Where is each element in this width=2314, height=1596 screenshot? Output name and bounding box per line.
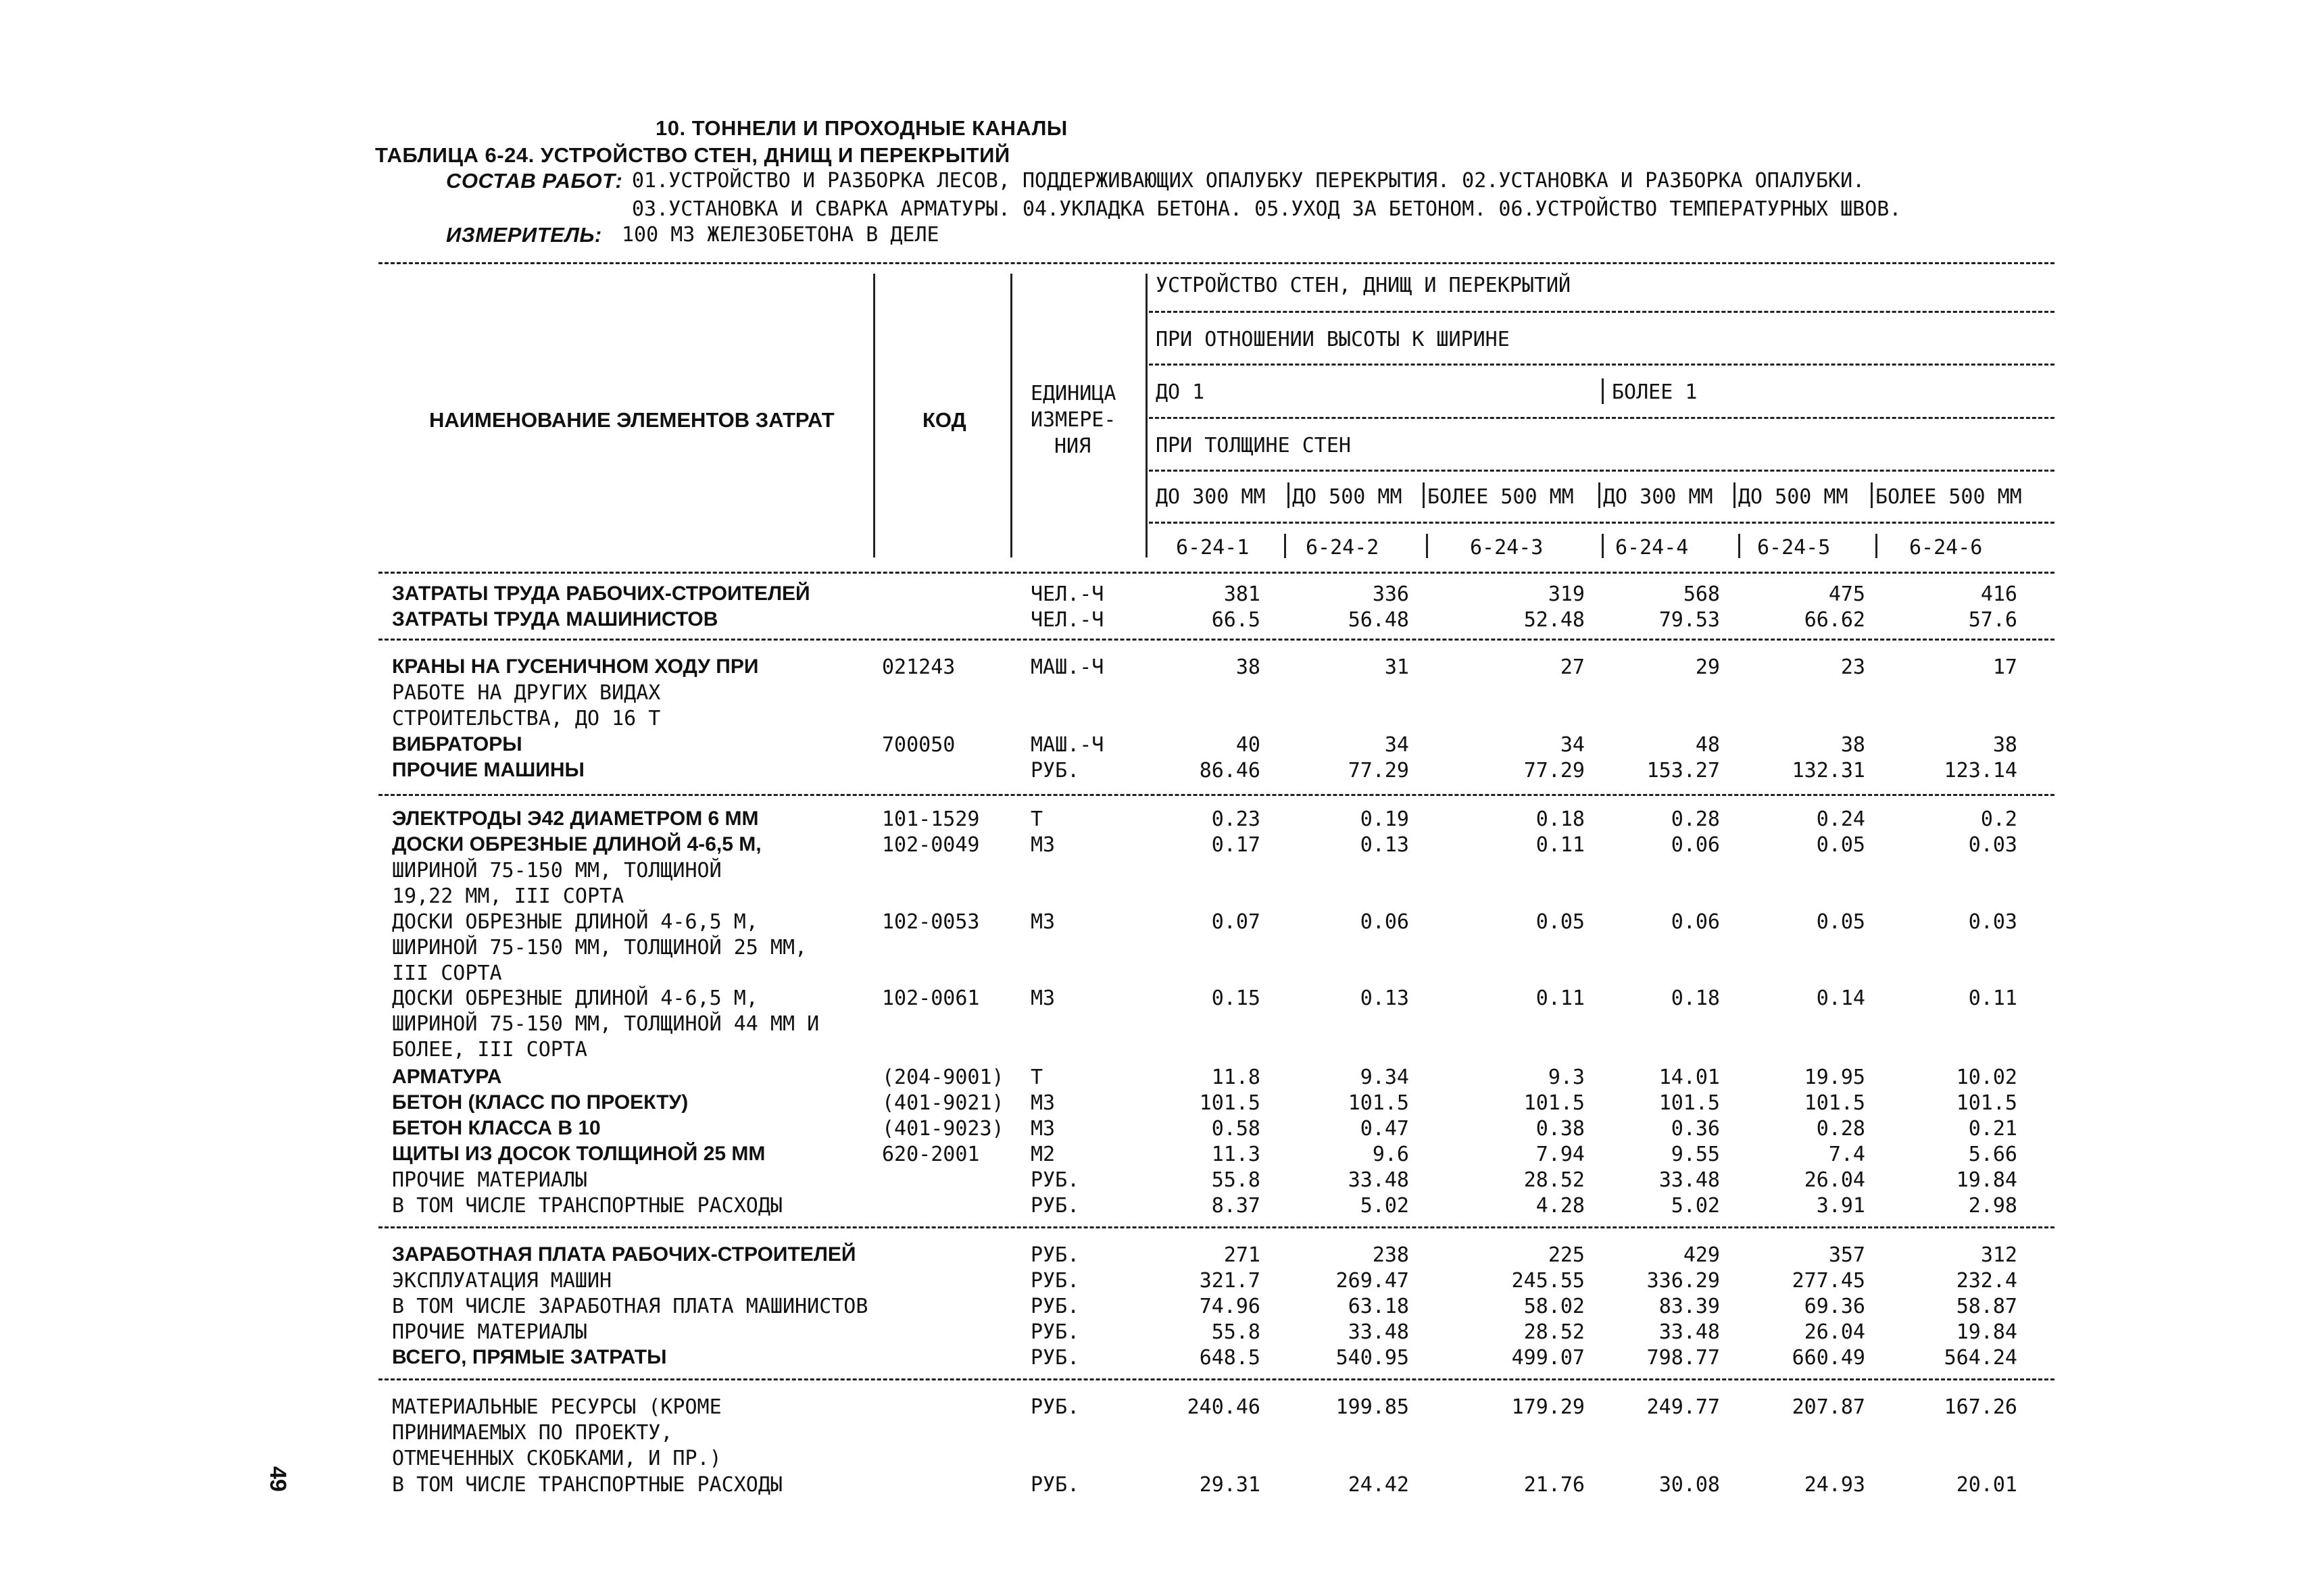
header-vbar-4 xyxy=(1602,378,1604,404)
row-name: ПРОЧИЕ МАШИНЫ xyxy=(392,759,585,781)
row-value: 0.36 xyxy=(1671,1117,1720,1141)
row-code: 101-1529 xyxy=(882,807,980,831)
row-value: 0.24 xyxy=(1816,807,1865,831)
sub-header-1: ДО 300 ММ xyxy=(1156,485,1266,509)
row-value: 19.95 xyxy=(1804,1066,1865,1089)
row-value: 0.17 xyxy=(1211,833,1260,857)
row-value: 0.58 xyxy=(1211,1117,1260,1141)
row-value: 63.18 xyxy=(1348,1295,1409,1318)
row-name: ЗАРАБОТНАЯ ПЛАТА РАБОЧИХ-СТРОИТЕЛЕЙ xyxy=(392,1243,856,1266)
row-unit: РУБ. xyxy=(1031,1295,1080,1318)
row-value: 0.47 xyxy=(1360,1117,1409,1141)
row-name: ДОСКИ ОБРЕЗНЫЕ ДЛИНОЙ 4-6,5 М, xyxy=(392,910,758,934)
row-value: 0.19 xyxy=(1360,807,1409,831)
more1-header: БОЛЕЕ 1 xyxy=(1612,380,1698,404)
row-name: 19,22 ММ, III СОРТА xyxy=(392,884,624,908)
row-name: СТРОИТЕЛЬСТВА, ДО 16 Т xyxy=(392,707,661,730)
row-value: 564.24 xyxy=(1944,1346,2017,1370)
row-name: ШИРИНОЙ 75-150 ММ, ТОЛЩИНОЙ 25 ММ, xyxy=(392,936,808,959)
row-code: (401-9023) xyxy=(882,1117,1004,1141)
row-unit: РУБ. xyxy=(1031,759,1080,782)
row-value: 123.14 xyxy=(1944,759,2017,782)
row-value: 66.62 xyxy=(1804,608,1865,632)
row-unit: М3 xyxy=(1031,987,1056,1010)
sub-vbar-3 xyxy=(1598,482,1600,508)
row-unit: РУБ. xyxy=(1031,1346,1080,1370)
row-value: 153.27 xyxy=(1646,759,1720,782)
row-value: 0.06 xyxy=(1671,833,1720,857)
row-value: 38 xyxy=(1235,655,1260,679)
sub-header-2: ДО 500 ММ xyxy=(1292,485,1402,509)
row-unit: ЧЕЛ.-Ч xyxy=(1031,608,1104,632)
row-code: (401-9021) xyxy=(882,1091,1004,1115)
code-header-1: 6-24-1 xyxy=(1176,536,1250,559)
section-title: 10. ТОННЕЛИ И ПРОХОДНЫЕ КАНАЛЫ xyxy=(656,116,1068,140)
row-name: ОТМЕЧЕННЫХ СКОБКАМИ, И ПР.) xyxy=(392,1447,722,1470)
row-value: 0.06 xyxy=(1671,910,1720,934)
row-value: 0.2 xyxy=(1980,807,2017,831)
row-value: 79.53 xyxy=(1658,608,1720,632)
sub-vbar-5 xyxy=(1871,482,1873,508)
row-value: 0.05 xyxy=(1816,833,1865,857)
col-unit-header-3: НИЯ xyxy=(1054,434,1091,458)
code-header-4: 6-24-4 xyxy=(1615,536,1689,559)
row-value: 277.45 xyxy=(1792,1269,1865,1293)
row-unit: РУБ. xyxy=(1031,1194,1080,1218)
row-value: 33.48 xyxy=(1348,1320,1409,1344)
row-value: 11.8 xyxy=(1211,1066,1260,1089)
row-value: 9.55 xyxy=(1671,1143,1720,1166)
row-value: 336 xyxy=(1372,582,1409,606)
sostav-label: СОСТАВ РАБОТ: xyxy=(446,169,623,193)
row-value: 312 xyxy=(1980,1243,2017,1267)
row-unit: РУБ. xyxy=(1031,1243,1080,1267)
row-name: БОЛЕЕ, III СОРТА xyxy=(392,1038,587,1062)
code-vbar-2 xyxy=(1426,534,1428,558)
row-value: 52.48 xyxy=(1523,608,1585,632)
row-value: 33.48 xyxy=(1658,1320,1720,1344)
row-code: 102-0053 xyxy=(882,910,980,934)
sub-vbar-4 xyxy=(1733,482,1736,508)
row-unit: М3 xyxy=(1031,1091,1056,1115)
row-value: 336.29 xyxy=(1646,1269,1720,1293)
row-unit: РУБ. xyxy=(1031,1320,1080,1344)
row-value: 540.95 xyxy=(1335,1346,1409,1370)
row-value: 86.46 xyxy=(1199,759,1260,782)
row-value: 269.47 xyxy=(1335,1269,1409,1293)
row-unit: М2 xyxy=(1031,1143,1056,1166)
row-value: 381 xyxy=(1223,582,1260,606)
table-title: ТАБЛИЦА 6-24. УСТРОЙСТВО СТЕН, ДНИЩ И ПЕРЕКРЫТИЙ xyxy=(375,143,1010,167)
group-rule xyxy=(378,639,2054,641)
row-value: 249.77 xyxy=(1646,1395,1720,1419)
row-value: 101.5 xyxy=(1956,1091,2017,1115)
row-value: 55.8 xyxy=(1211,1168,1260,1192)
row-name: ПРОЧИЕ МАТЕРИАЛЫ xyxy=(392,1168,587,1192)
row-value: 27 xyxy=(1560,655,1585,679)
row-value: 26.04 xyxy=(1804,1168,1865,1192)
row-unit: МАШ.-Ч xyxy=(1031,733,1104,757)
row-value: 57.6 xyxy=(1968,608,2017,632)
row-value: 0.15 xyxy=(1211,987,1260,1010)
sub-vbar-2 xyxy=(1423,482,1425,508)
row-value: 9.3 xyxy=(1548,1066,1585,1089)
rule-header-bottom xyxy=(378,572,2054,574)
sostav-line-1: 01.УСТРОЙСТВО И РАЗБОРКА ЛЕСОВ, ПОДДЕРЖИВАЮЩИХ ОПАЛУБКУ ПЕРЕКРЫТИЯ. 02.УСТАНОВКА И РАЗБОРКА ОПАЛУБКИ. xyxy=(632,169,1865,193)
row-value: 0.38 xyxy=(1535,1117,1585,1141)
row-value: 74.96 xyxy=(1199,1295,1260,1318)
row-name: ВИБРАТОРЫ xyxy=(392,733,522,755)
row-name: В ТОМ ЧИСЛЕ ТРАНСПОРТНЫЕ РАСХОДЫ xyxy=(392,1473,783,1497)
row-value: 29 xyxy=(1695,655,1720,679)
row-code: (204-9001) xyxy=(882,1066,1004,1089)
izmeritel-value: 100 М3 ЖЕЛЕЗОБЕТОНА В ДЕЛЕ xyxy=(622,223,939,247)
rule-h4 xyxy=(1149,470,2054,472)
row-value: 69.36 xyxy=(1804,1295,1865,1318)
code-vbar-5 xyxy=(1875,534,1877,558)
row-value: 7.94 xyxy=(1535,1143,1585,1166)
sub-vbar-1 xyxy=(1287,482,1289,508)
row-unit: Т xyxy=(1031,807,1043,831)
row-value: 0.13 xyxy=(1360,987,1409,1010)
code-vbar-3 xyxy=(1602,534,1604,558)
row-name: ДОСКИ ОБРЕЗНЫЕ ДЛИНОЙ 4-6,5 М, xyxy=(392,987,758,1010)
row-value: 19.84 xyxy=(1956,1168,2017,1192)
row-value: 34 xyxy=(1560,733,1585,757)
row-name: ВСЕГО, ПРЯМЫЕ ЗАТРАТЫ xyxy=(392,1346,667,1368)
row-value: 21.76 xyxy=(1523,1473,1585,1497)
rule-h1 xyxy=(1149,311,2054,313)
row-value: 132.31 xyxy=(1792,759,1865,782)
row-unit: РУБ. xyxy=(1031,1395,1080,1419)
row-value: 568 xyxy=(1683,582,1720,606)
row-name: ПРОЧИЕ МАТЕРИАЛЫ xyxy=(392,1320,587,1344)
group-rule xyxy=(378,1226,2054,1228)
row-value: 10.02 xyxy=(1956,1066,2017,1089)
row-value: 5.02 xyxy=(1671,1194,1720,1218)
row-value: 40 xyxy=(1235,733,1260,757)
row-name: ДОСКИ ОБРЕЗНЫЕ ДЛИНОЙ 4-6,5 М, xyxy=(392,833,762,855)
row-value: 58.02 xyxy=(1523,1295,1585,1318)
row-value: 30.08 xyxy=(1658,1473,1720,1497)
row-value: 0.11 xyxy=(1535,987,1585,1010)
row-value: 199.85 xyxy=(1335,1395,1409,1419)
izmeritel-label: ИЗМЕРИТЕЛЬ: xyxy=(446,223,602,247)
row-value: 0.11 xyxy=(1535,833,1585,857)
header-vbar-2 xyxy=(1010,274,1012,557)
sub-header-4: ДО 300 ММ xyxy=(1603,485,1713,509)
row-value: 0.11 xyxy=(1968,987,2017,1010)
row-value: 9.6 xyxy=(1372,1143,1409,1166)
row-value: 0.28 xyxy=(1816,1117,1865,1141)
row-value: 0.18 xyxy=(1535,807,1585,831)
row-value: 17 xyxy=(1992,655,2017,679)
code-vbar-1 xyxy=(1284,534,1286,558)
row-value: 20.01 xyxy=(1956,1473,2017,1497)
rule-h3 xyxy=(1149,417,2054,419)
row-value: 66.5 xyxy=(1211,608,1260,632)
row-value: 38 xyxy=(1840,733,1865,757)
row-value: 55.8 xyxy=(1211,1320,1260,1344)
group-header: УСТРОЙСТВО СТЕН, ДНИЩ И ПЕРЕКРЫТИЙ xyxy=(1156,274,1571,297)
row-name: ЗАТРАТЫ ТРУДА РАБОЧИХ-СТРОИТЕЛЕЙ xyxy=(392,582,810,605)
code-header-6: 6-24-6 xyxy=(1909,536,1983,559)
row-name: АРМАТУРА xyxy=(392,1066,502,1088)
row-code: 700050 xyxy=(882,733,956,757)
header-vbar-1 xyxy=(873,274,875,557)
row-name: III СОРТА xyxy=(392,962,502,985)
row-value: 245.55 xyxy=(1511,1269,1585,1293)
row-value: 660.49 xyxy=(1792,1346,1865,1370)
row-value: 225 xyxy=(1548,1243,1585,1267)
row-value: 167.26 xyxy=(1944,1395,2017,1419)
rule-h2 xyxy=(1149,364,2054,366)
row-value: 3.91 xyxy=(1816,1194,1865,1218)
row-value: 798.77 xyxy=(1646,1346,1720,1370)
row-value: 179.29 xyxy=(1511,1395,1585,1419)
row-unit: РУБ. xyxy=(1031,1473,1080,1497)
row-value: 4.28 xyxy=(1535,1194,1585,1218)
row-value: 8.37 xyxy=(1211,1194,1260,1218)
row-unit: ЧЕЛ.-Ч xyxy=(1031,582,1104,606)
row-value: 31 xyxy=(1384,655,1409,679)
row-value: 0.23 xyxy=(1211,807,1260,831)
row-value: 499.07 xyxy=(1511,1346,1585,1370)
row-unit: РУБ. xyxy=(1031,1269,1080,1293)
row-name: ЭЛЕКТРОДЫ Э42 ДИАМЕТРОМ 6 ММ xyxy=(392,807,759,830)
row-value: 14.01 xyxy=(1658,1066,1720,1089)
row-value: 475 xyxy=(1828,582,1865,606)
row-name: БЕТОН КЛАССА В 10 xyxy=(392,1117,601,1139)
row-name: ЭКСПЛУАТАЦИЯ МАШИН xyxy=(392,1269,612,1293)
row-unit: М3 xyxy=(1031,1117,1056,1141)
row-value: 271 xyxy=(1223,1243,1260,1267)
sostav-line-2: 03.УСТАНОВКА И СВАРКА АРМАТУРЫ. 04.УКЛАДКА БЕТОНА. 05.УХОД ЗА БЕТОНОМ. 06.УСТРОЙСТВО ТЕМПЕРАТУРНЫХ ШВОВ. xyxy=(632,197,1902,221)
row-value: 101.5 xyxy=(1348,1091,1409,1115)
row-name: ПРИНИМАЕМЫХ ПО ПРОЕКТУ, xyxy=(392,1421,673,1445)
row-code: 102-0049 xyxy=(882,833,980,857)
row-value: 23 xyxy=(1840,655,1865,679)
col-unit-header-2: ИЗМЕРЕ- xyxy=(1031,408,1116,432)
row-value: 0.28 xyxy=(1671,807,1720,831)
row-name: БЕТОН (КЛАСС ПО ПРОЕКТУ) xyxy=(392,1091,689,1114)
row-value: 33.48 xyxy=(1658,1168,1720,1192)
row-unit: М3 xyxy=(1031,910,1056,934)
row-value: 48 xyxy=(1695,733,1720,757)
col-unit-header-1: ЕДИНИЦА xyxy=(1031,382,1116,405)
ratio-header: ПРИ ОТНОШЕНИИ ВЫСОТЫ К ШИРИНЕ xyxy=(1156,328,1510,351)
row-value: 357 xyxy=(1828,1243,1865,1267)
sub-header-5: ДО 500 ММ xyxy=(1738,485,1848,509)
row-value: 28.52 xyxy=(1523,1320,1585,1344)
row-value: 319 xyxy=(1548,582,1585,606)
row-value: 2.98 xyxy=(1968,1194,2017,1218)
row-value: 416 xyxy=(1980,582,2017,606)
row-unit: М3 xyxy=(1031,833,1056,857)
row-value: 0.14 xyxy=(1816,987,1865,1010)
row-name: ШИРИНОЙ 75-150 ММ, ТОЛЩИНОЙ 44 ММ И xyxy=(392,1012,820,1036)
thickness-header: ПРИ ТОЛЩИНЕ СТЕН xyxy=(1156,434,1351,457)
row-value: 0.18 xyxy=(1671,987,1720,1010)
row-unit: МАШ.-Ч xyxy=(1031,655,1104,679)
header-vbar-3 xyxy=(1146,274,1148,557)
row-value: 83.39 xyxy=(1658,1295,1720,1318)
code-header-5: 6-24-5 xyxy=(1757,536,1831,559)
sub-header-6: БОЛЕЕ 500 ММ xyxy=(1875,485,2022,509)
col-code-header: КОД xyxy=(922,408,966,432)
code-header-2: 6-24-2 xyxy=(1306,536,1379,559)
row-value: 101.5 xyxy=(1804,1091,1865,1115)
row-name: В ТОМ ЧИСЛЕ ТРАНСПОРТНЫЕ РАСХОДЫ xyxy=(392,1194,783,1218)
row-code: 620-2001 xyxy=(882,1143,980,1166)
row-value: 232.4 xyxy=(1956,1269,2017,1293)
row-value: 0.13 xyxy=(1360,833,1409,857)
row-value: 101.5 xyxy=(1523,1091,1585,1115)
sub-header-3: БОЛЕЕ 500 ММ xyxy=(1427,485,1574,509)
row-value: 26.04 xyxy=(1804,1320,1865,1344)
code-header-3: 6-24-3 xyxy=(1470,536,1544,559)
row-value: 0.21 xyxy=(1968,1117,2017,1141)
upto1-header: ДО 1 xyxy=(1156,380,1205,404)
row-value: 24.42 xyxy=(1348,1473,1409,1497)
row-value: 207.87 xyxy=(1792,1395,1865,1419)
row-name: ЗАТРАТЫ ТРУДА МАШИНИСТОВ xyxy=(392,608,718,630)
row-value: 11.3 xyxy=(1211,1143,1260,1166)
row-value: 34 xyxy=(1384,733,1409,757)
row-value: 238 xyxy=(1372,1243,1409,1267)
row-value: 240.46 xyxy=(1187,1395,1260,1419)
row-unit: РУБ. xyxy=(1031,1168,1080,1192)
row-value: 321.7 xyxy=(1199,1269,1260,1293)
row-value: 0.03 xyxy=(1968,833,2017,857)
row-value: 29.31 xyxy=(1199,1473,1260,1497)
row-value: 0.05 xyxy=(1816,910,1865,934)
row-value: 7.4 xyxy=(1828,1143,1865,1166)
row-name: КРАНЫ НА ГУСЕНИЧНОМ ХОДУ ПРИ xyxy=(392,655,759,678)
row-value: 0.06 xyxy=(1360,910,1409,934)
row-value: 24.93 xyxy=(1804,1473,1865,1497)
row-value: 5.66 xyxy=(1968,1143,2017,1166)
row-value: 0.03 xyxy=(1968,910,2017,934)
row-code: 021243 xyxy=(882,655,956,679)
rule-top xyxy=(378,262,2054,264)
rule-h5 xyxy=(1149,522,2054,524)
row-value: 19.84 xyxy=(1956,1320,2017,1344)
row-value: 77.29 xyxy=(1348,759,1409,782)
row-value: 28.52 xyxy=(1523,1168,1585,1192)
row-name: МАТЕРИАЛЬНЫЕ РЕСУРСЫ (КРОМЕ xyxy=(392,1395,722,1419)
row-value: 77.29 xyxy=(1523,759,1585,782)
row-unit: Т xyxy=(1031,1066,1043,1089)
row-value: 101.5 xyxy=(1199,1091,1260,1115)
row-value: 5.02 xyxy=(1360,1194,1409,1218)
group-rule xyxy=(378,1378,2054,1380)
row-value: 0.07 xyxy=(1211,910,1260,934)
row-value: 58.87 xyxy=(1956,1295,2017,1318)
row-name: В ТОМ ЧИСЛЕ ЗАРАБОТНАЯ ПЛАТА МАШИНИСТОВ xyxy=(392,1295,868,1318)
row-value: 101.5 xyxy=(1658,1091,1720,1115)
group-rule xyxy=(378,794,2054,796)
row-name: ШИРИНОЙ 75-150 ММ, ТОЛЩИНОЙ xyxy=(392,859,722,882)
page-number: 49 xyxy=(265,1466,291,1492)
row-code: 102-0061 xyxy=(882,987,980,1010)
row-value: 9.34 xyxy=(1360,1066,1409,1089)
row-value: 38 xyxy=(1992,733,2017,757)
row-value: 56.48 xyxy=(1348,608,1409,632)
row-value: 0.05 xyxy=(1535,910,1585,934)
row-value: 429 xyxy=(1683,1243,1720,1267)
row-name: ЩИТЫ ИЗ ДОСОК ТОЛЩИНОЙ 25 ММ xyxy=(392,1143,766,1165)
row-name: РАБОТЕ НА ДРУГИХ ВИДАХ xyxy=(392,681,661,705)
row-value: 33.48 xyxy=(1348,1168,1409,1192)
col-name-header: НАИМЕНОВАНИЕ ЭЛЕМЕНТОВ ЗАТРАТ xyxy=(429,408,835,432)
row-value: 648.5 xyxy=(1199,1346,1260,1370)
code-vbar-4 xyxy=(1738,534,1740,558)
